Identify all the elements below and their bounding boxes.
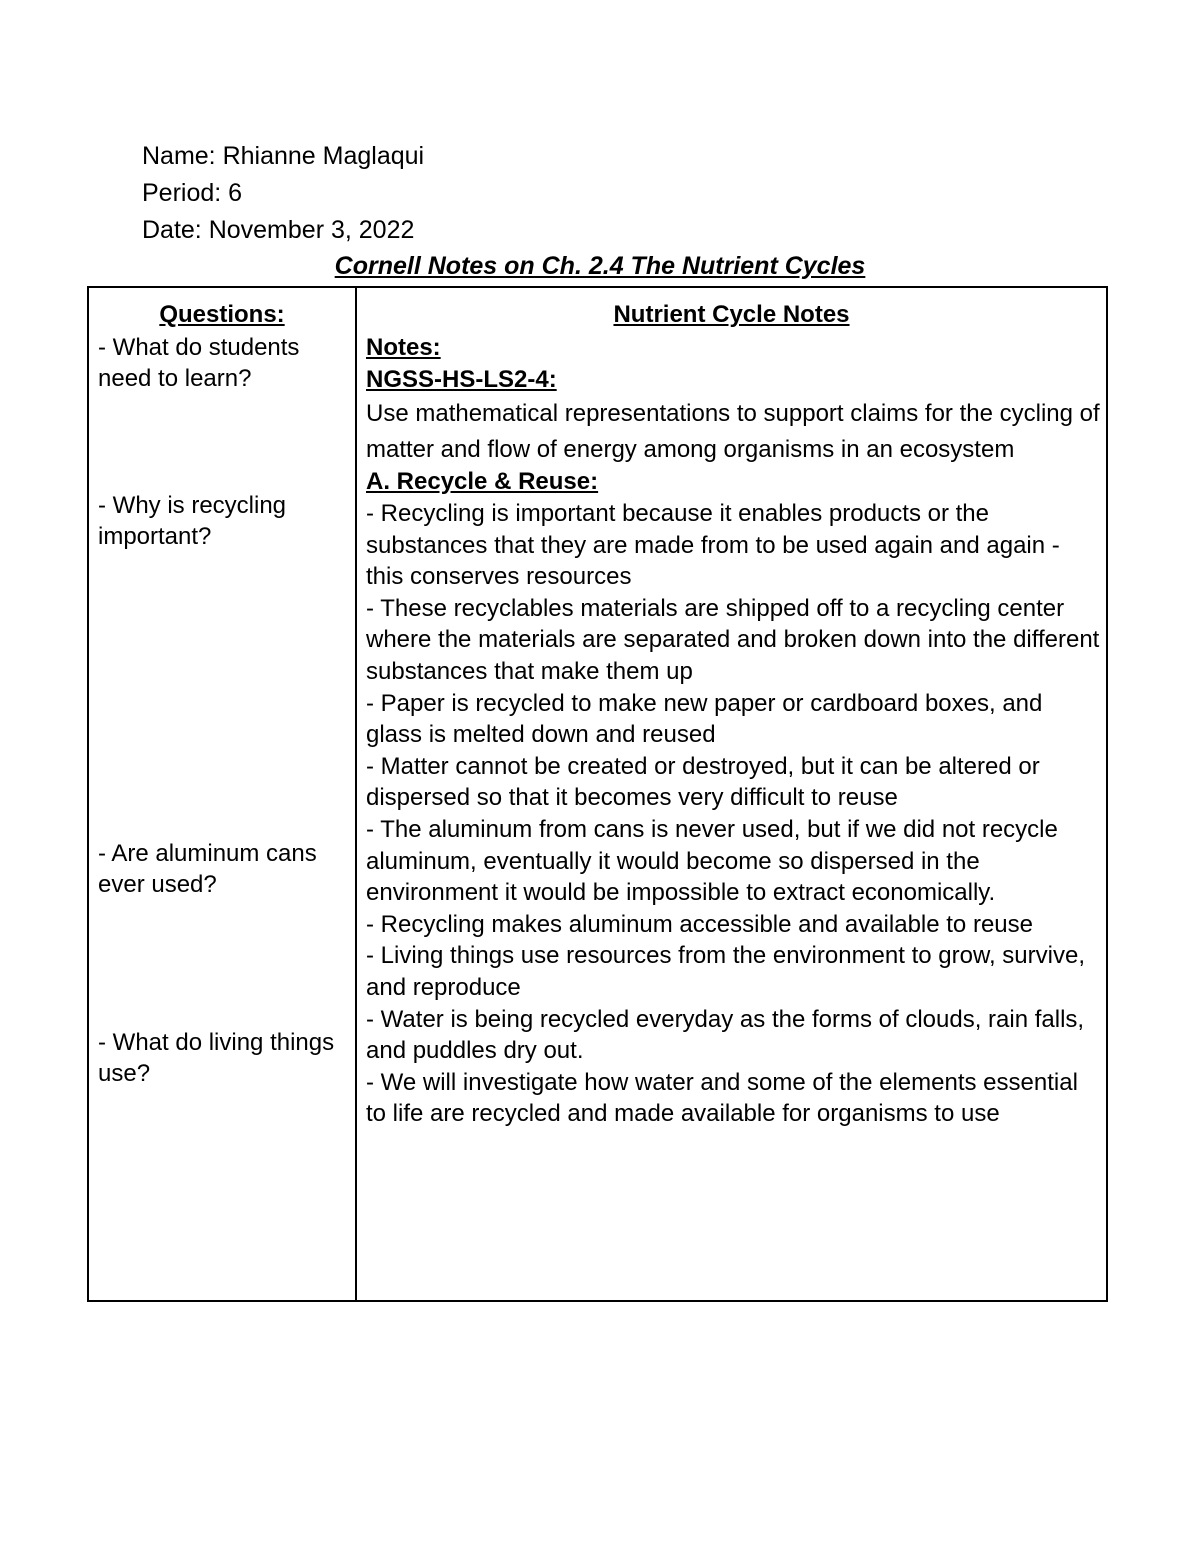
note-bullet: - Water is being recycled everyday as the forms of clouds, rain falls, and puddles dry out. <box>366 1005 1085 1065</box>
cornell-notes-table <box>87 286 1108 1302</box>
note-bullet: - Recycling is important because it enables products or the substances that they are made from to be used again and again - this conserves resources <box>366 500 1060 591</box>
note-bullet: - Paper is recycled to make new paper or cardboard boxes, and glass is melted down and reused <box>366 689 1043 749</box>
question-item: - What do students need to learn? <box>98 334 300 392</box>
document-title: Cornell Notes on Ch. 2.4 The Nutrient Cycles <box>334 252 866 280</box>
notes-body <box>366 332 1101 1130</box>
period-line: Period: 6 <box>142 179 243 207</box>
questions-column <box>89 288 355 1300</box>
notes-heading: Nutrient Cycle Notes <box>613 301 850 328</box>
note-bullet: - These recyclables materials are shipped off to a recycling center where the materials are separated and broken down into the different substances that make them up <box>366 594 1100 685</box>
date-line: Date: November 3, 2022 <box>142 216 415 244</box>
notes-column <box>357 288 1106 1300</box>
note-bullet: - Matter cannot be created or destroyed, but it can be altered or dispersed so that it becomes very difficult to reuse <box>366 752 1040 812</box>
notes-label: Notes: <box>366 334 441 361</box>
question-item: - What do living things use? <box>98 1029 335 1087</box>
note-bullet: - Recycling makes aluminum accessible and available to reuse <box>366 910 1033 938</box>
note-bullet: - We will investigate how water and some of the elements essential to life are recycled and made available for organisms to use <box>366 1068 1078 1128</box>
standard-code: NGSS-HS-LS2-4: <box>366 366 557 393</box>
standard-text: Use mathematical representations to support claims for the cycling of matter and flow of energy among organisms in an ecosystem <box>366 400 1100 463</box>
note-bullet: - Living things use resources from the environment to grow, survive, and reproduce <box>366 942 1085 1001</box>
question-item: - Are aluminum cans ever used? <box>98 840 317 898</box>
section-a-title: A. Recycle & Reuse: <box>366 468 599 495</box>
note-bullet: - The aluminum from cans is never used, but if we did not recycle aluminum, eventually it would become so dispersed in the environment it would be impossible to extract economically. <box>366 815 1058 907</box>
student-name-line: Name: Rhianne Maglaqui <box>142 142 425 170</box>
questions-heading: Questions: <box>159 301 285 328</box>
question-item: - Why is recycling important? <box>98 492 287 550</box>
